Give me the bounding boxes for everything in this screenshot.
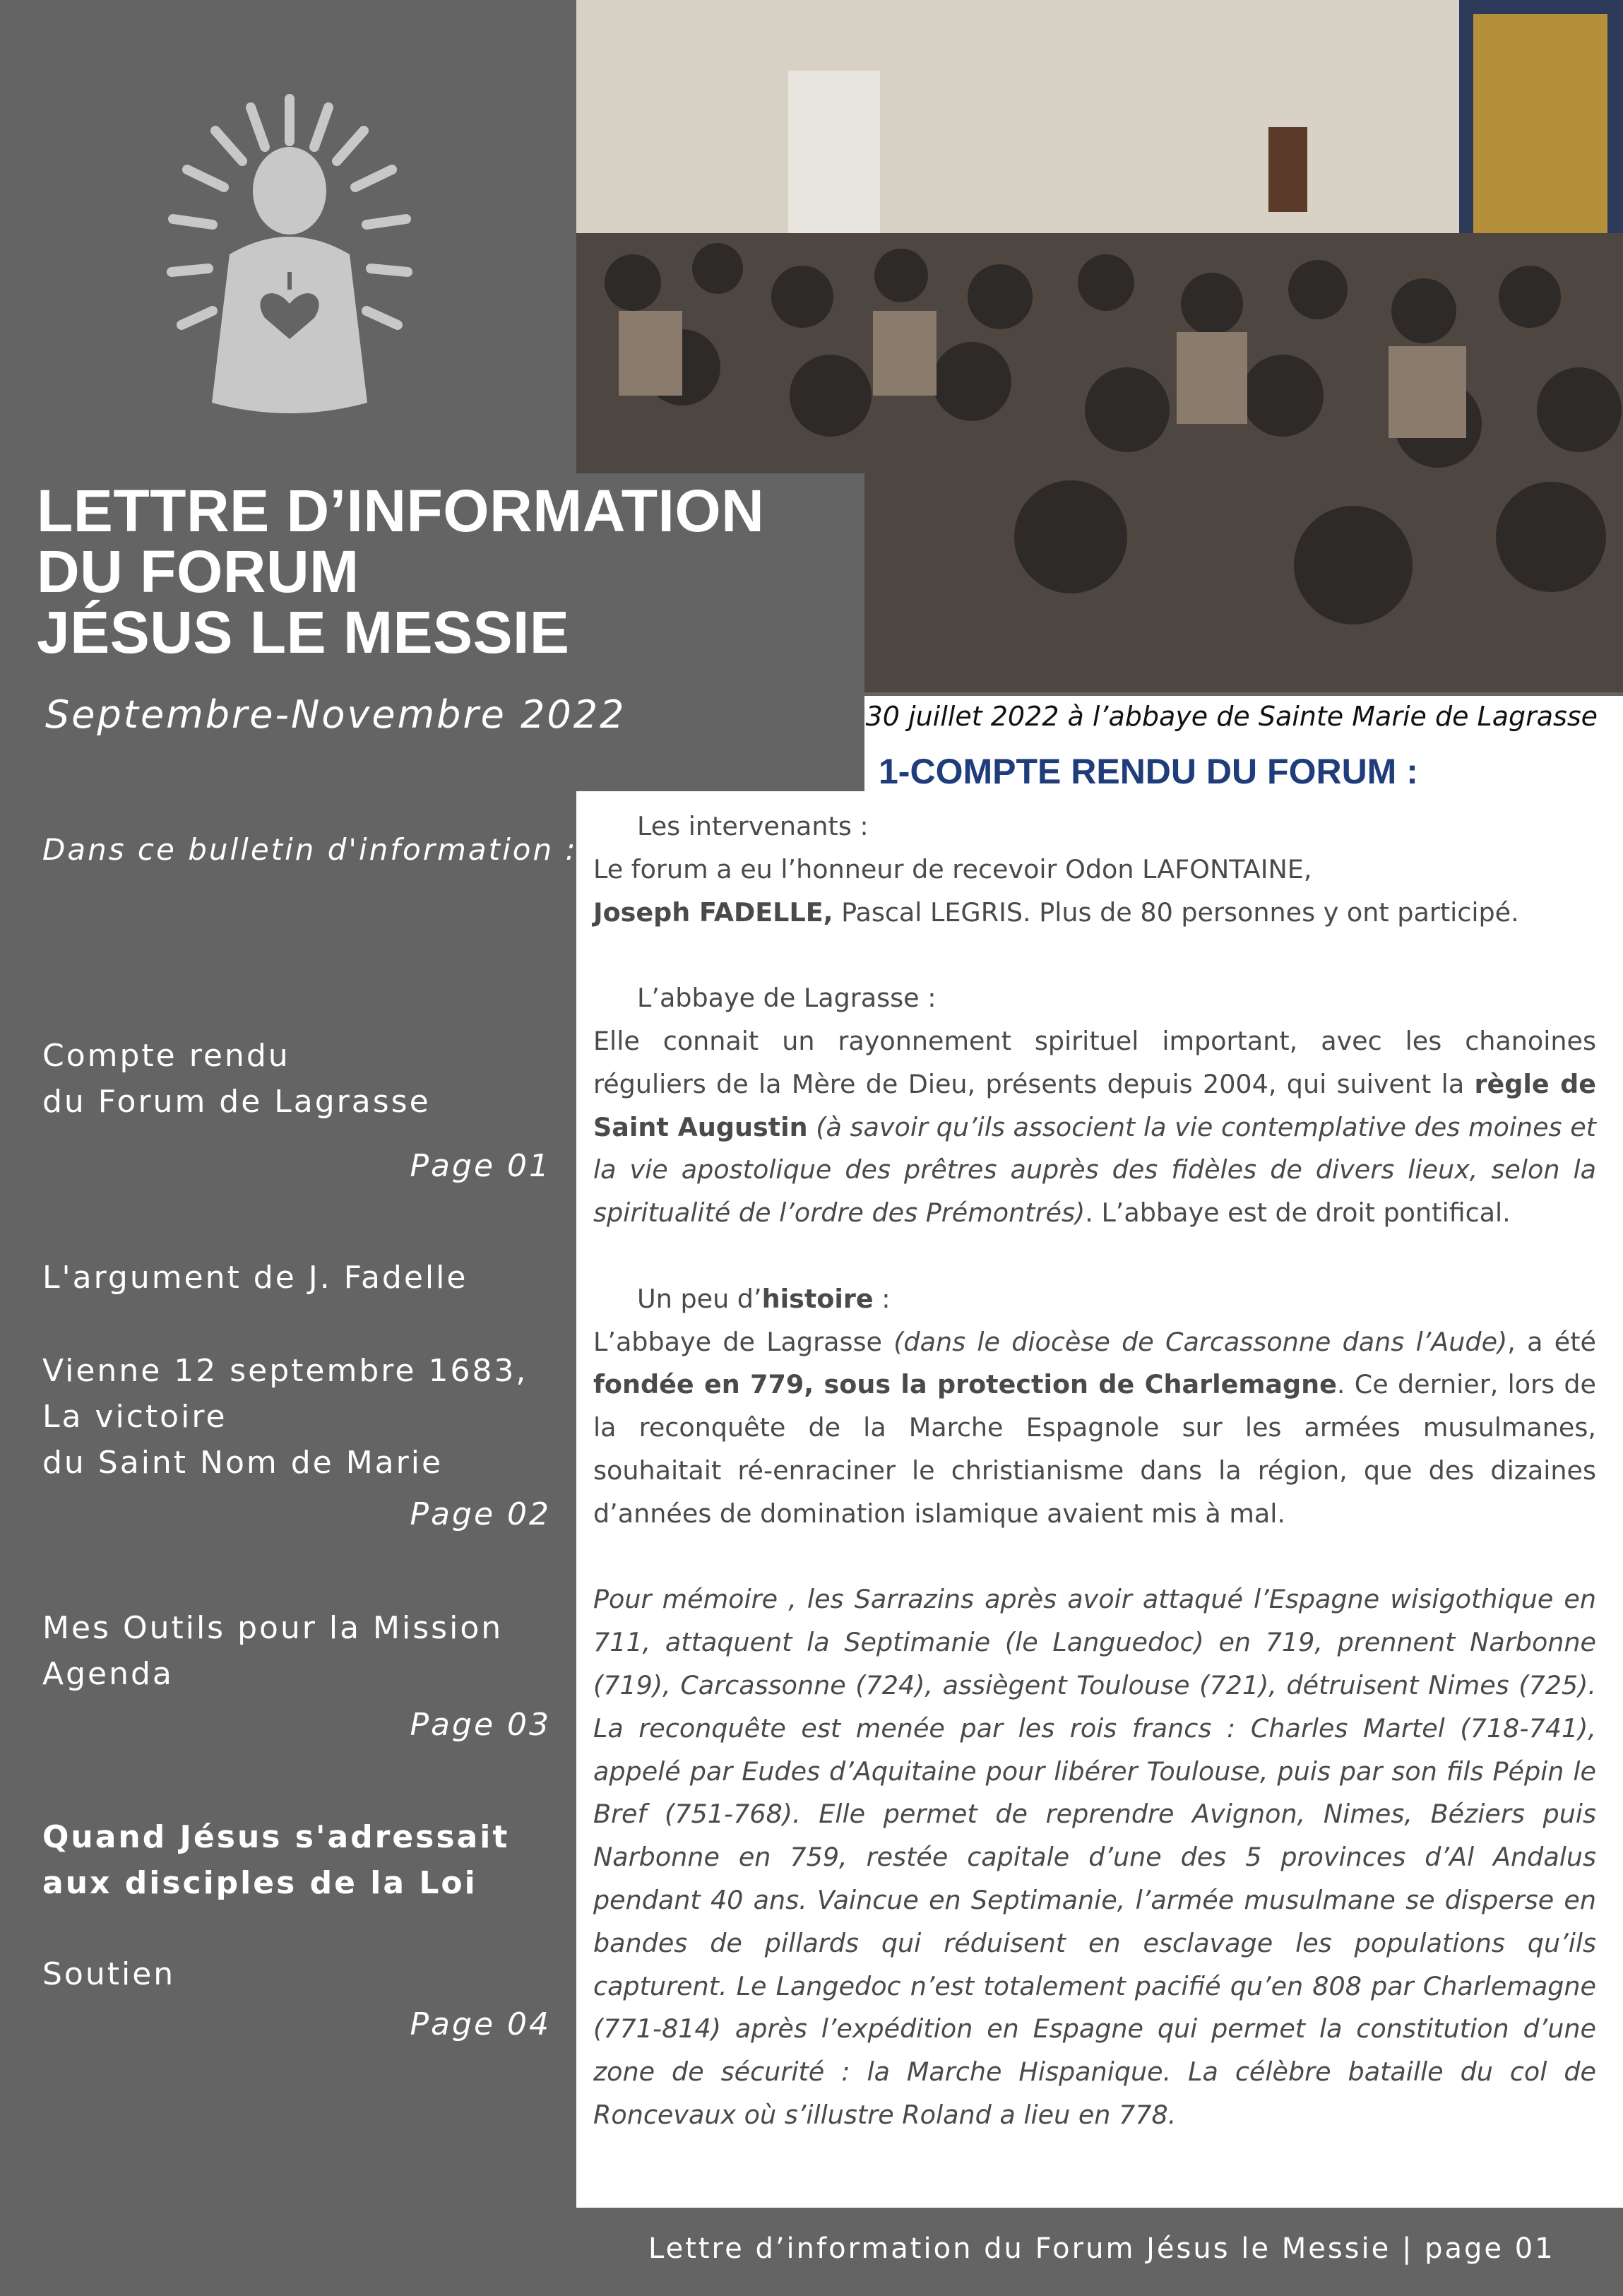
heading-text: Un peu d’ bbox=[637, 1283, 762, 1314]
toc-entry-argument[interactable] bbox=[42, 1255, 551, 1301]
toc-line: La victoire bbox=[42, 1399, 227, 1435]
paragraph-text: Elle connait un rayonnement spirituel important, avec les chanoines réguliers de la Mère de Dieu, présents depuis 2004, qui suivent la bbox=[593, 1025, 1596, 1099]
paragraph-italic: (dans le diocèse de Carcassonne dans l’Aude) bbox=[893, 1326, 1508, 1357]
paragraph-text: Pascal LEGRIS. Plus de 80 personnes y ont participé. bbox=[833, 896, 1519, 928]
toc-entry-soutien[interactable] bbox=[42, 1951, 551, 1997]
toc-line: Soutien bbox=[42, 1956, 176, 1992]
toc-line: Vienne 12 septembre 1683, bbox=[42, 1353, 528, 1389]
photo-caption: 30 juillet 2022 à l’abbaye de Sainte Marie de Lagrasse bbox=[865, 701, 1598, 732]
paragraph-heading: Les intervenants : bbox=[637, 811, 869, 841]
title-line-1: LETTRE D’INFORMATION bbox=[37, 478, 765, 544]
toc-entry-compte-rendu[interactable] bbox=[42, 1033, 551, 1125]
paragraph-bold: règle de Saint Augustin bbox=[593, 1068, 1596, 1142]
paragraph bbox=[593, 1321, 1596, 1536]
title-line-2: DU FORUM bbox=[37, 538, 359, 605]
paragraph-line bbox=[593, 892, 1596, 935]
toc-entry-vienne[interactable] bbox=[42, 1348, 551, 1486]
toc-intro: Dans ce bulletin d'information : bbox=[42, 832, 578, 867]
heading-text: : bbox=[873, 1283, 891, 1314]
paragraph-text: L’abbaye de Lagrasse bbox=[593, 1326, 894, 1357]
paragraph-line: Le forum a eu l’honneur de recevoir Odon LAFONTAINE, bbox=[593, 853, 1312, 884]
paragraph bbox=[593, 1020, 1596, 1235]
paragraph-text: . Ce dernier, lors de la reconquête de la Marche Espagnole sur les armées musulmanes, souhaitait ré-enraciner le christianisme dans la région, que des dizaines d’années de domination islamique avaient mis à mal. bbox=[593, 1369, 1597, 1529]
toc-page-04[interactable]: Page 04 bbox=[410, 2006, 551, 2042]
newsletter-title bbox=[37, 480, 764, 663]
toc-line: du Saint Nom de Marie bbox=[42, 1445, 444, 1481]
toc-entry-outils[interactable] bbox=[42, 1605, 551, 1697]
toc-line: Compte rendu bbox=[42, 1038, 290, 1074]
article-body bbox=[593, 805, 1596, 2137]
paragraph-heading: L’abbaye de Lagrasse : bbox=[637, 983, 937, 1014]
toc-line: du Forum de Lagrasse bbox=[42, 1084, 431, 1120]
toc-line: L'argument de J. Fadelle bbox=[42, 1260, 468, 1296]
toc-page-02[interactable]: Page 02 bbox=[410, 1496, 551, 1532]
paragraph-memo: Pour mémoire , les Sarrazins après avoir attaqué l’Espagne wisigothique en 711, attaquent la Septimanie (le Languedoc) en 719, prennent Narbonne (719), Carcassonne (724), assiègent Toulouse (721), détruisent Nimes (725). La reconquête est menée par les rois francs : Charles Martel (718-741), appelé par Eudes d’Aquitaine pour libérer Toulouse, puis par son fils Pépin le Bref (751-768). Elle permet de reprendre Avignon, Nimes, Béziers puis Narbonne en 759, restée capitale d’une des 5 provinces d’Al Andalus pendant 40 ans. Vaincue en Septimanie, l’armée musulmane se disperse en bandes de pillards qui réduisent en esclavage les populations qu’ils capturent. Le Langedoc n’est totalement pacifié qu’en 808 par Charlemagne (771-814) après l’expédition en Espagne qui permet la constitution d’une zone de sécurité : la Marche Hispanique. La célèbre bataille du col de Roncevaux où s’illustre Roland a lieu en 778. bbox=[593, 1584, 1596, 2130]
heading-bold: histoire bbox=[761, 1283, 874, 1314]
toc-line: Quand Jésus s'adressait bbox=[42, 1819, 510, 1855]
toc-entry-jesus-disciples[interactable] bbox=[42, 1814, 551, 1906]
toc-page-01[interactable]: Page 01 bbox=[410, 1148, 551, 1184]
paragraph-heading bbox=[593, 1278, 1596, 1321]
paragraph-text: . L’abbaye est de droit pontifical. bbox=[1085, 1197, 1511, 1229]
page-footer: Lettre d’information du Forum Jésus le Messie | page 01 bbox=[648, 2232, 1555, 2265]
toc-line: Agenda bbox=[42, 1656, 174, 1692]
toc-page-03[interactable]: Page 03 bbox=[410, 1707, 551, 1743]
title-line-3: JÉSUS LE MESSIE bbox=[37, 599, 570, 665]
paragraph-italic: (à savoir qu’ils associent la vie contemplative des moines et la vie apostolique des prêtres auprès des fidèles de divers lieux, selon la spiritualité de l’ordre des Prémontrés) bbox=[593, 1111, 1596, 1229]
sacred-heart-emblem-icon bbox=[166, 92, 413, 417]
issue-date: Septembre-Novembre 2022 bbox=[45, 692, 626, 737]
paragraph-bold: fondée en 779, sous la protection de Charlemagne bbox=[593, 1369, 1337, 1400]
speaker-name: Joseph FADELLE, bbox=[593, 896, 833, 928]
paragraph-text: , a été bbox=[1507, 1326, 1596, 1357]
toc-line: aux disciples de la Loi bbox=[42, 1865, 477, 1901]
toc-line: Mes Outils pour la Mission bbox=[42, 1610, 504, 1646]
section-title: 1-COMPTE RENDU DU FORUM : bbox=[879, 752, 1418, 791]
